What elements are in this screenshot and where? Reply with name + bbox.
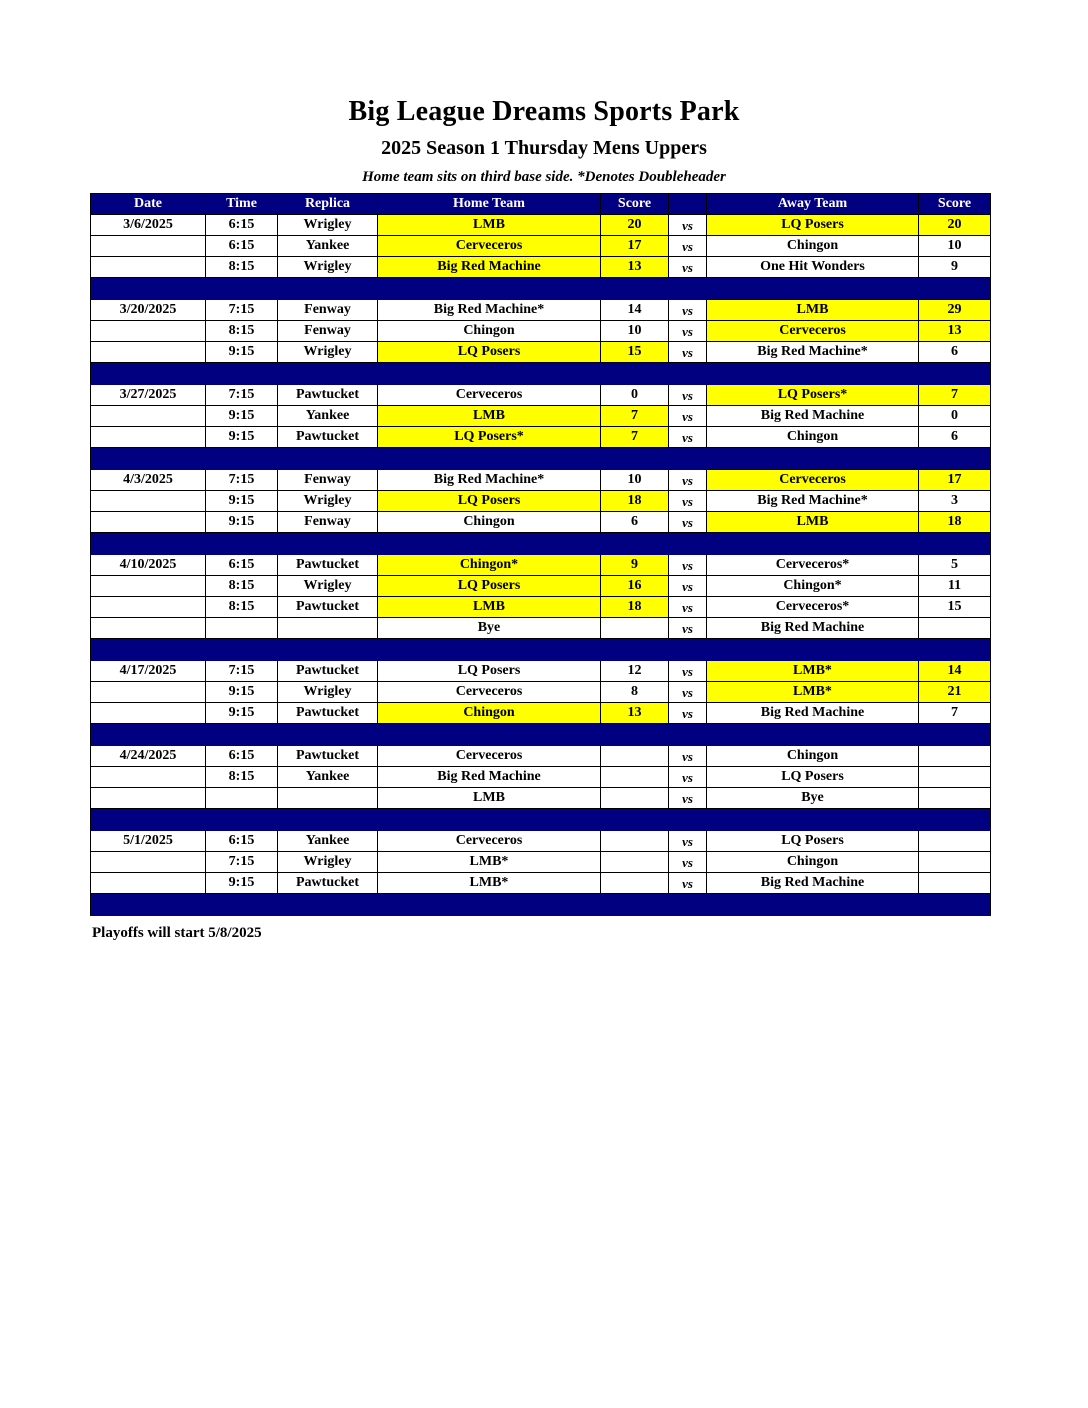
- cell-away-score: [919, 767, 991, 788]
- cell-replica: [278, 788, 378, 809]
- cell-home-team: LQ Posers: [378, 491, 601, 512]
- cell-vs: vs: [669, 788, 707, 809]
- cell-away-score: 18: [919, 512, 991, 533]
- cell-vs: vs: [669, 385, 707, 406]
- cell-home-team: LMB*: [378, 873, 601, 894]
- cell-date: [91, 427, 206, 448]
- cell-date: [91, 767, 206, 788]
- game-row: [91, 342, 991, 363]
- page-note: Home team sits on third base side. *Denotes Doubleheader: [362, 169, 726, 185]
- cell-home-team: Chingon: [378, 321, 601, 342]
- cell-home-team: Cerveceros: [378, 831, 601, 852]
- cell-away-team: LQ Posers: [707, 215, 919, 236]
- cell-away-team: Chingon: [707, 852, 919, 873]
- schedule-table-body: [91, 215, 991, 916]
- cell-replica: Wrigley: [278, 491, 378, 512]
- cell-date: [91, 321, 206, 342]
- cell-time: 9:15: [206, 703, 278, 724]
- cell-date: 3/20/2025: [91, 300, 206, 321]
- cell-away-team: LMB: [707, 512, 919, 533]
- cell-replica: Wrigley: [278, 342, 378, 363]
- cell-vs: vs: [669, 215, 707, 236]
- cell-home-team: LQ Posers*: [378, 427, 601, 448]
- cell-vs: vs: [669, 512, 707, 533]
- separator-row: [91, 533, 991, 555]
- separator-row: [91, 724, 991, 746]
- cell-time: 8:15: [206, 767, 278, 788]
- cell-home-score: [601, 831, 669, 852]
- cell-away-team: One Hit Wonders: [707, 257, 919, 278]
- cell-replica: Wrigley: [278, 215, 378, 236]
- game-row: [91, 406, 991, 427]
- separator-cell: [91, 448, 991, 470]
- cell-away-score: 0: [919, 406, 991, 427]
- header-row: [91, 194, 991, 215]
- cell-date: [91, 618, 206, 639]
- cell-home-score: [601, 746, 669, 767]
- cell-time: 9:15: [206, 491, 278, 512]
- cell-away-team: Big Red Machine*: [707, 342, 919, 363]
- cell-replica: Fenway: [278, 470, 378, 491]
- page-subtitle: 2025 Season 1 Thursday Mens Uppers: [381, 137, 707, 159]
- cell-vs: vs: [669, 703, 707, 724]
- cell-replica: Pawtucket: [278, 746, 378, 767]
- cell-away-score: 11: [919, 576, 991, 597]
- cell-replica: Fenway: [278, 512, 378, 533]
- separator-cell: [91, 639, 991, 661]
- cell-home-score: 0: [601, 385, 669, 406]
- cell-away-team: Cerveceros*: [707, 555, 919, 576]
- cell-time: 6:15: [206, 746, 278, 767]
- cell-home-score: 18: [601, 491, 669, 512]
- game-row: [91, 618, 991, 639]
- cell-home-score: 10: [601, 470, 669, 491]
- header-vs: [669, 194, 707, 215]
- cell-replica: Pawtucket: [278, 555, 378, 576]
- cell-time: 9:15: [206, 512, 278, 533]
- game-row: [91, 491, 991, 512]
- separator-row: [91, 639, 991, 661]
- cell-time: 9:15: [206, 406, 278, 427]
- cell-vs: vs: [669, 321, 707, 342]
- cell-replica: Pawtucket: [278, 597, 378, 618]
- cell-time: 9:15: [206, 873, 278, 894]
- cell-home-team: Big Red Machine*: [378, 470, 601, 491]
- cell-replica: Wrigley: [278, 257, 378, 278]
- game-row: [91, 746, 991, 767]
- cell-home-team: Cerveceros: [378, 236, 601, 257]
- cell-home-team: LMB: [378, 215, 601, 236]
- header-score-away: Score: [919, 194, 991, 215]
- cell-away-team: LQ Posers*: [707, 385, 919, 406]
- cell-home-score: 6: [601, 512, 669, 533]
- cell-away-team: Bye: [707, 788, 919, 809]
- cell-replica: Pawtucket: [278, 661, 378, 682]
- cell-away-score: 20: [919, 215, 991, 236]
- cell-replica: Wrigley: [278, 682, 378, 703]
- cell-time: 7:15: [206, 852, 278, 873]
- cell-time: 6:15: [206, 555, 278, 576]
- cell-away-score: 7: [919, 385, 991, 406]
- cell-home-score: 14: [601, 300, 669, 321]
- game-row: [91, 576, 991, 597]
- cell-away-team: Chingon: [707, 746, 919, 767]
- cell-date: [91, 491, 206, 512]
- cell-away-team: Cerveceros*: [707, 597, 919, 618]
- cell-home-team: LQ Posers: [378, 661, 601, 682]
- cell-home-score: 20: [601, 215, 669, 236]
- cell-away-score: [919, 831, 991, 852]
- cell-away-score: 29: [919, 300, 991, 321]
- cell-away-team: Chingon: [707, 427, 919, 448]
- separator-cell: [91, 533, 991, 555]
- cell-away-score: 6: [919, 427, 991, 448]
- cell-away-team: Big Red Machine*: [707, 491, 919, 512]
- cell-away-team: Chingon: [707, 236, 919, 257]
- cell-time: 6:15: [206, 236, 278, 257]
- cell-away-team: LQ Posers: [707, 767, 919, 788]
- game-row: [91, 427, 991, 448]
- game-row: [91, 682, 991, 703]
- cell-replica: Pawtucket: [278, 873, 378, 894]
- cell-home-score: 16: [601, 576, 669, 597]
- header-score: Score: [601, 194, 669, 215]
- schedule-table: [90, 193, 991, 916]
- cell-vs: vs: [669, 300, 707, 321]
- cell-home-team: LMB: [378, 597, 601, 618]
- cell-date: 3/6/2025: [91, 215, 206, 236]
- cell-home-score: [601, 788, 669, 809]
- cell-date: [91, 512, 206, 533]
- playoffs-note: Playoffs will start 5/8/2025: [92, 925, 262, 941]
- cell-away-score: 5: [919, 555, 991, 576]
- cell-home-team: LMB*: [378, 852, 601, 873]
- cell-home-team: Big Red Machine*: [378, 300, 601, 321]
- cell-replica: Yankee: [278, 236, 378, 257]
- separator-row: [91, 278, 991, 300]
- cell-home-score: 15: [601, 342, 669, 363]
- cell-away-score: [919, 746, 991, 767]
- game-row: [91, 852, 991, 873]
- cell-home-score: 18: [601, 597, 669, 618]
- cell-home-team: LMB: [378, 788, 601, 809]
- separator-cell: [91, 809, 991, 831]
- header-home-team: Home Team: [378, 194, 601, 215]
- cell-home-score: 7: [601, 406, 669, 427]
- game-row: [91, 703, 991, 724]
- cell-away-team: Big Red Machine: [707, 406, 919, 427]
- cell-home-team: Cerveceros: [378, 385, 601, 406]
- page-title: Big League Dreams Sports Park: [348, 96, 740, 127]
- cell-away-score: 7: [919, 703, 991, 724]
- cell-time: 9:15: [206, 427, 278, 448]
- cell-home-score: [601, 767, 669, 788]
- cell-vs: vs: [669, 257, 707, 278]
- cell-vs: vs: [669, 682, 707, 703]
- game-row: [91, 470, 991, 491]
- cell-vs: vs: [669, 767, 707, 788]
- cell-away-team: Cerveceros: [707, 470, 919, 491]
- game-row: [91, 555, 991, 576]
- cell-replica: [278, 618, 378, 639]
- cell-away-score: [919, 788, 991, 809]
- cell-home-team: Chingon: [378, 512, 601, 533]
- cell-date: 4/24/2025: [91, 746, 206, 767]
- cell-home-team: Bye: [378, 618, 601, 639]
- cell-replica: Yankee: [278, 406, 378, 427]
- cell-time: 7:15: [206, 300, 278, 321]
- cell-time: 8:15: [206, 576, 278, 597]
- cell-date: 5/1/2025: [91, 831, 206, 852]
- cell-replica: Pawtucket: [278, 703, 378, 724]
- cell-vs: vs: [669, 873, 707, 894]
- game-row: [91, 215, 991, 236]
- cell-away-score: [919, 873, 991, 894]
- cell-home-team: Cerveceros: [378, 682, 601, 703]
- cell-home-score: 7: [601, 427, 669, 448]
- cell-away-team: LMB*: [707, 682, 919, 703]
- separator-row: [91, 809, 991, 831]
- cell-replica: Wrigley: [278, 576, 378, 597]
- game-row: [91, 788, 991, 809]
- cell-home-score: 8: [601, 682, 669, 703]
- cell-time: 7:15: [206, 385, 278, 406]
- cell-date: 4/3/2025: [91, 470, 206, 491]
- cell-vs: vs: [669, 852, 707, 873]
- game-row: [91, 873, 991, 894]
- cell-vs: vs: [669, 491, 707, 512]
- cell-replica: Fenway: [278, 321, 378, 342]
- cell-date: [91, 257, 206, 278]
- cell-away-score: 6: [919, 342, 991, 363]
- cell-time: 8:15: [206, 597, 278, 618]
- cell-away-score: 10: [919, 236, 991, 257]
- game-row: [91, 300, 991, 321]
- cell-away-team: Big Red Machine: [707, 873, 919, 894]
- cell-vs: vs: [669, 236, 707, 257]
- cell-vs: vs: [669, 427, 707, 448]
- cell-date: [91, 236, 206, 257]
- cell-replica: Pawtucket: [278, 427, 378, 448]
- cell-time: 7:15: [206, 470, 278, 491]
- header-time: Time: [206, 194, 278, 215]
- cell-away-score: 13: [919, 321, 991, 342]
- cell-date: [91, 703, 206, 724]
- cell-away-score: 14: [919, 661, 991, 682]
- cell-away-team: LMB*: [707, 661, 919, 682]
- cell-away-score: 15: [919, 597, 991, 618]
- schedule-table-header: [91, 194, 991, 215]
- cell-vs: vs: [669, 470, 707, 491]
- cell-replica: Yankee: [278, 767, 378, 788]
- cell-vs: vs: [669, 831, 707, 852]
- cell-away-team: Big Red Machine: [707, 703, 919, 724]
- cell-home-team: LQ Posers: [378, 342, 601, 363]
- cell-time: [206, 788, 278, 809]
- cell-date: [91, 788, 206, 809]
- cell-home-team: LQ Posers: [378, 576, 601, 597]
- cell-home-score: 9: [601, 555, 669, 576]
- game-row: [91, 767, 991, 788]
- cell-home-score: [601, 618, 669, 639]
- header-date: Date: [91, 194, 206, 215]
- cell-replica: Yankee: [278, 831, 378, 852]
- separator-cell: [91, 363, 991, 385]
- game-row: [91, 236, 991, 257]
- cell-home-team: Chingon*: [378, 555, 601, 576]
- cell-time: 8:15: [206, 321, 278, 342]
- cell-time: [206, 618, 278, 639]
- cell-home-score: 13: [601, 703, 669, 724]
- cell-away-score: 21: [919, 682, 991, 703]
- cell-home-team: Chingon: [378, 703, 601, 724]
- cell-time: 8:15: [206, 257, 278, 278]
- cell-date: [91, 597, 206, 618]
- cell-vs: vs: [669, 406, 707, 427]
- cell-vs: vs: [669, 555, 707, 576]
- cell-home-team: Cerveceros: [378, 746, 601, 767]
- cell-date: [91, 852, 206, 873]
- game-row: [91, 321, 991, 342]
- cell-replica: Wrigley: [278, 852, 378, 873]
- cell-home-team: Big Red Machine: [378, 257, 601, 278]
- cell-time: 7:15: [206, 661, 278, 682]
- cell-vs: vs: [669, 661, 707, 682]
- header-away-team: Away Team: [707, 194, 919, 215]
- game-row: [91, 512, 991, 533]
- cell-home-score: 13: [601, 257, 669, 278]
- separator-cell: [91, 278, 991, 300]
- cell-home-score: [601, 873, 669, 894]
- game-row: [91, 831, 991, 852]
- game-row: [91, 385, 991, 406]
- cell-away-score: [919, 852, 991, 873]
- cell-home-score: 10: [601, 321, 669, 342]
- game-row: [91, 597, 991, 618]
- cell-away-team: LMB: [707, 300, 919, 321]
- separator-cell: [91, 894, 991, 916]
- cell-vs: vs: [669, 576, 707, 597]
- cell-away-team: Big Red Machine: [707, 618, 919, 639]
- cell-away-team: LQ Posers: [707, 831, 919, 852]
- separator-row: [91, 363, 991, 385]
- header-replica: Replica: [278, 194, 378, 215]
- cell-date: 4/10/2025: [91, 555, 206, 576]
- cell-time: 6:15: [206, 215, 278, 236]
- cell-home-score: 12: [601, 661, 669, 682]
- separator-cell: [91, 724, 991, 746]
- cell-home-score: 17: [601, 236, 669, 257]
- cell-replica: Fenway: [278, 300, 378, 321]
- game-row: [91, 257, 991, 278]
- cell-away-score: [919, 618, 991, 639]
- cell-away-score: 17: [919, 470, 991, 491]
- cell-vs: vs: [669, 597, 707, 618]
- cell-vs: vs: [669, 342, 707, 363]
- cell-home-score: [601, 852, 669, 873]
- cell-time: 9:15: [206, 342, 278, 363]
- separator-row: [91, 894, 991, 916]
- cell-away-team: Chingon*: [707, 576, 919, 597]
- cell-home-team: Big Red Machine: [378, 767, 601, 788]
- cell-time: 6:15: [206, 831, 278, 852]
- cell-date: 4/17/2025: [91, 661, 206, 682]
- cell-date: [91, 576, 206, 597]
- cell-home-team: LMB: [378, 406, 601, 427]
- cell-replica: Pawtucket: [278, 385, 378, 406]
- cell-vs: vs: [669, 746, 707, 767]
- cell-time: 9:15: [206, 682, 278, 703]
- game-row: [91, 661, 991, 682]
- cell-date: [91, 873, 206, 894]
- cell-away-score: 3: [919, 491, 991, 512]
- cell-away-score: 9: [919, 257, 991, 278]
- cell-date: [91, 406, 206, 427]
- cell-date: [91, 342, 206, 363]
- cell-vs: vs: [669, 618, 707, 639]
- cell-date: 3/27/2025: [91, 385, 206, 406]
- separator-row: [91, 448, 991, 470]
- cell-away-team: Cerveceros: [707, 321, 919, 342]
- cell-date: [91, 682, 206, 703]
